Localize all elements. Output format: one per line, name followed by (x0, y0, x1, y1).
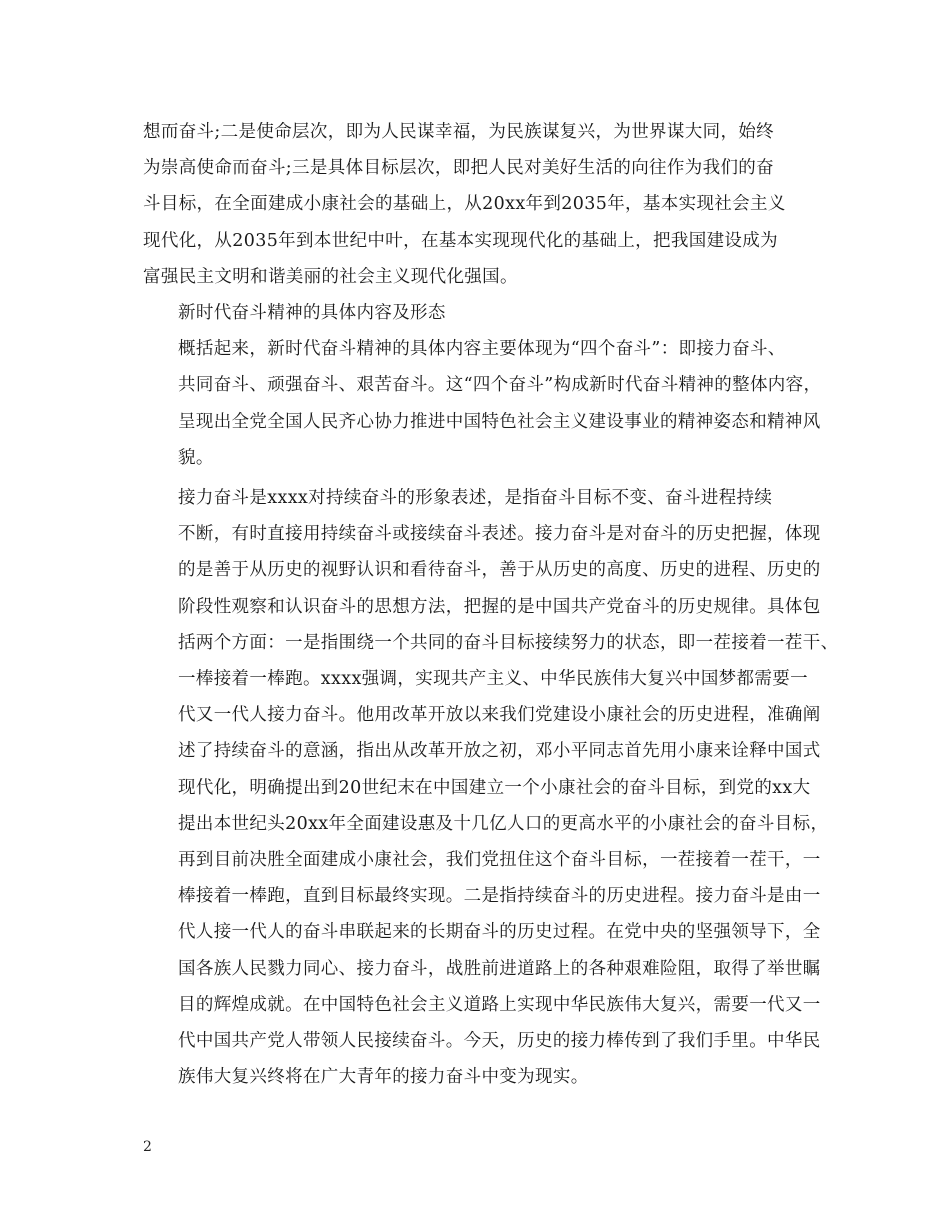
paragraph (143, 480, 839, 1095)
text-line: 阶段性观察和认识奋斗的思想方法，把握的是中国共产党奋斗的历史规律。具体包 (178, 596, 821, 617)
page-number: 2 (143, 1139, 152, 1155)
text-line: 富强民主文明和谐美丽的社会主义现代化强国。 (143, 266, 518, 287)
text-line: 国各族人民戮力同心、接力奋斗，战胜前进道路上的各种艰难险阻，取得了举世瞩 (178, 958, 821, 979)
text-line: 再到目前决胜全面建成小康社会，我们党扭住这个奋斗目标，一茬接着一茬干，一 (178, 850, 821, 871)
text-line: 代人接一代人的奋斗串联起来的长期奋斗的历史过程。在党中央的坚强领导下，全 (178, 922, 821, 943)
text-line: 共同奋斗、顽强奋斗、艰苦奋斗。这“四个奋斗”构成新时代奋斗精神的整体内容， (178, 375, 822, 396)
text-line: 概括起来，新时代奋斗精神的具体内容主要体现为“四个奋斗”：即接力奋斗、 (178, 339, 786, 360)
text-line: 提出本世纪头20xx年全面建设惠及十几亿人口的更高水平的小康社会的奋斗目标， (178, 813, 829, 834)
text-line: 为崇高使命而奋斗;三是具体目标层次，即把人民对美好生活的向往作为我们的奋 (143, 158, 774, 179)
body-text (143, 114, 839, 1095)
text-line: 现代化，从2035年到本世纪中叶，在基本实现现代化的基础上，把我国建设成为 (143, 230, 778, 251)
paragraph (143, 331, 823, 476)
text-line: 貌。 (178, 447, 214, 468)
paragraph-continued (143, 114, 823, 295)
text-line: 现代化，明确提出到20世纪末在中国建立一个小康社会的奋斗目标，到党的xx大 (178, 777, 811, 798)
text-line: 述了持续奋斗的意涵，指出从改革开放之初，邓小平同志首先用小康来诠释中国式 (178, 741, 821, 762)
text-line: 代又一代人接力奋斗。他用改革开放以来我们党建设小康社会的历史进程，准确阐 (178, 705, 821, 726)
heading-text: 新时代奋斗精神的具体内容及形态 (178, 303, 446, 324)
text-line: 接力奋斗是xxxx对持续奋斗的形象表述，是指奋斗目标不变、奋斗进程持续 (178, 488, 773, 509)
text-line: 斗目标，在全面建成小康社会的基础上，从20xx年到2035年，基本实现社会主义 (143, 194, 786, 215)
text-line: 一棒接着一棒跑。xxxx强调，实现共产主义、中华民族伟大复兴中国梦都需要一 (178, 669, 808, 690)
text-line: 族伟大复兴终将在广大青年的接力奋斗中变为现实。 (178, 1067, 589, 1088)
section-heading (143, 295, 823, 331)
text-line: 括两个方面：一是指围绕一个共同的奋斗目标接续努力的状态，即一茬接着一茬干、 (178, 632, 839, 653)
text-line: 目的辉煌成就。在中国特色社会主义道路上实现中华民族伟大复兴，需要一代又一 (178, 994, 821, 1015)
text-line: 棒接着一棒跑，直到目标最终实现。二是指持续奋斗的历史进程。接力奋斗是由一 (178, 886, 821, 907)
text-line: 呈现出全党全国人民齐心协力推进中国特色社会主义建设事业的精神姿态和精神风 (178, 411, 821, 432)
text-line: 不断，有时直接用持续奋斗或接续奋斗表述。接力奋斗是对奋斗的历史把握，体现 (178, 524, 821, 545)
text-line: 代中国共产党人带领人民接续奋斗。今天，历史的接力棒传到了我们手里。中华民 (178, 1031, 821, 1052)
text-line: 的是善于从历史的视野认识和看待奋斗，善于从历史的高度、历史的进程、历史的 (178, 560, 821, 581)
text-line: 想而奋斗;二是使命层次，即为人民谋幸福，为民族谋复兴，为世界谋大同，始终 (143, 122, 774, 142)
